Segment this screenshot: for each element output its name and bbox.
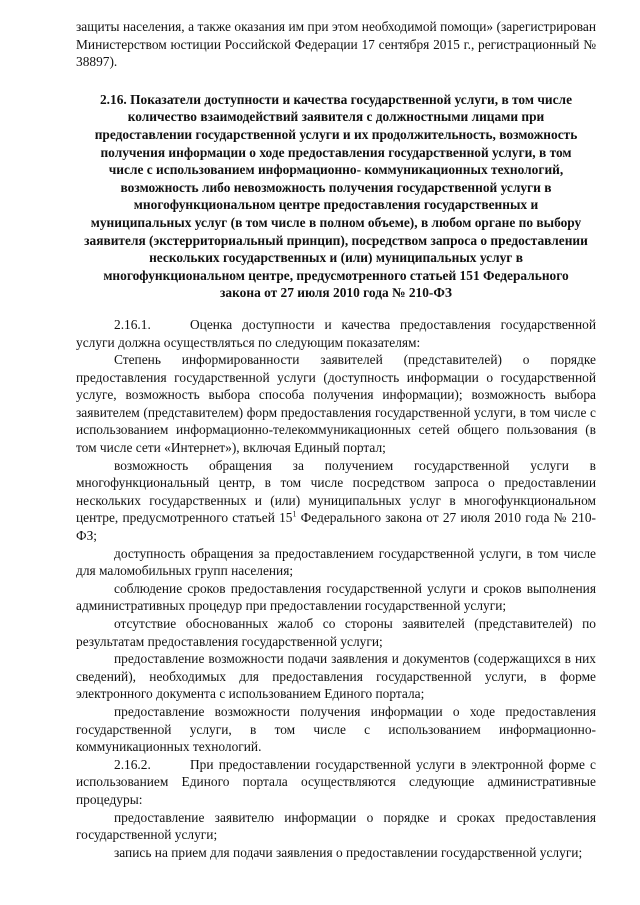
list-item: отсутствие обоснованных жалоб со стороны заявителей (представителей) по результатам предоставления государственной услуги;: [76, 616, 596, 649]
intro-paragraph: защиты населения, а также оказания им при этом необходимой помощи» (зарегистрирован Министерством юстиции Российской Федерации 17 сентября 2015 г., регистрационный № 38897).: [76, 19, 596, 70]
clause-number: 2.16.2.: [114, 756, 151, 772]
list-item: Степень информированности заявителей (представителей) о порядке предоставления государственной услуги (доступность информации о государственной услуге, возможность выбора способа получения информации); возможность выбора заявителем (представителем) форм предоставления государственной услуги, в том числе с использованием информационно-телекоммуникационных сетей общего пользования (в том числе сети «Интернет»), включая Единый портал;: [76, 352, 596, 456]
list-item: доступность обращения за предоставлением государственной услуги, в том числе для маломобильных групп населения;: [76, 545, 596, 579]
paragraph-2-16-2: [76, 756, 596, 809]
clause-text: При предоставлении государственной услуги в электронной форме с использованием Единого портала осуществляются следующие административные процедуры:: [76, 756, 596, 807]
list-item: [76, 457, 596, 545]
clause-text: Оценка доступности и качества предоставления государственной услуги должна осуществляться по следующим показателям:: [76, 316, 596, 350]
paragraph-2-16-1: [76, 316, 596, 351]
list-item: предоставление возможности подачи заявления и документов (содержащихся в них сведений), необходимых для предоставления государственной услуги, в форме электронного документа с использованием Единого портала;: [76, 651, 596, 702]
list-item: предоставление заявителю информации о порядке и сроках предоставления государственной услуги;: [76, 809, 596, 843]
section-heading: 2.16. Показатели доступности и качества государственной услуги, в том числе количество взаимодействий заявителя с должностными лицами при предоставлении государственной услуги и их продолжительность, возможность получения информации о ходе предоставления государственной услуги, в том числе с использованием информационно- коммуникационных технологий, возможность либо невозможность получения государственной услуги в многофункциональном центре предоставления государственных и муниципальных услуг (в том числе в полном объеме), в любом органе по выбору заявителя (экстерриториальный принцип), посредством запроса о предоставлении нескольких государственных и (или) муниципальных услуг в многофункциональном центре, предусмотренного статьей 151 Федерального закона от 27 июля 2010 года № 210-ФЗ: [84, 91, 588, 301]
list-item: предоставление возможности получения информации о ходе предоставления государственной услуги, в том числе с использованием информационно-коммуникационных технологий.: [76, 703, 596, 755]
superscript: 1: [292, 509, 297, 519]
list-item: соблюдение сроков предоставления государственной услуги и сроков выполнения административных процедур при предоставлении государственной услуги;: [76, 580, 596, 614]
list-item-text: возможность обращения за получением государственной услуги в многофункциональный центр, в том числе посредством запроса о предоставлении нескольких государственных и (или) муниципальных услуг в многофункциональном центре, предусмотренного статьей 15: [76, 457, 596, 526]
clause-number: 2.16.1.: [114, 316, 151, 332]
list-item-text: Федерального закона от 27 июля 2010 года № 210- ФЗ;: [76, 510, 596, 544]
list-item: запись на прием для подачи заявления о предоставлении государственной услуги;: [114, 844, 583, 860]
